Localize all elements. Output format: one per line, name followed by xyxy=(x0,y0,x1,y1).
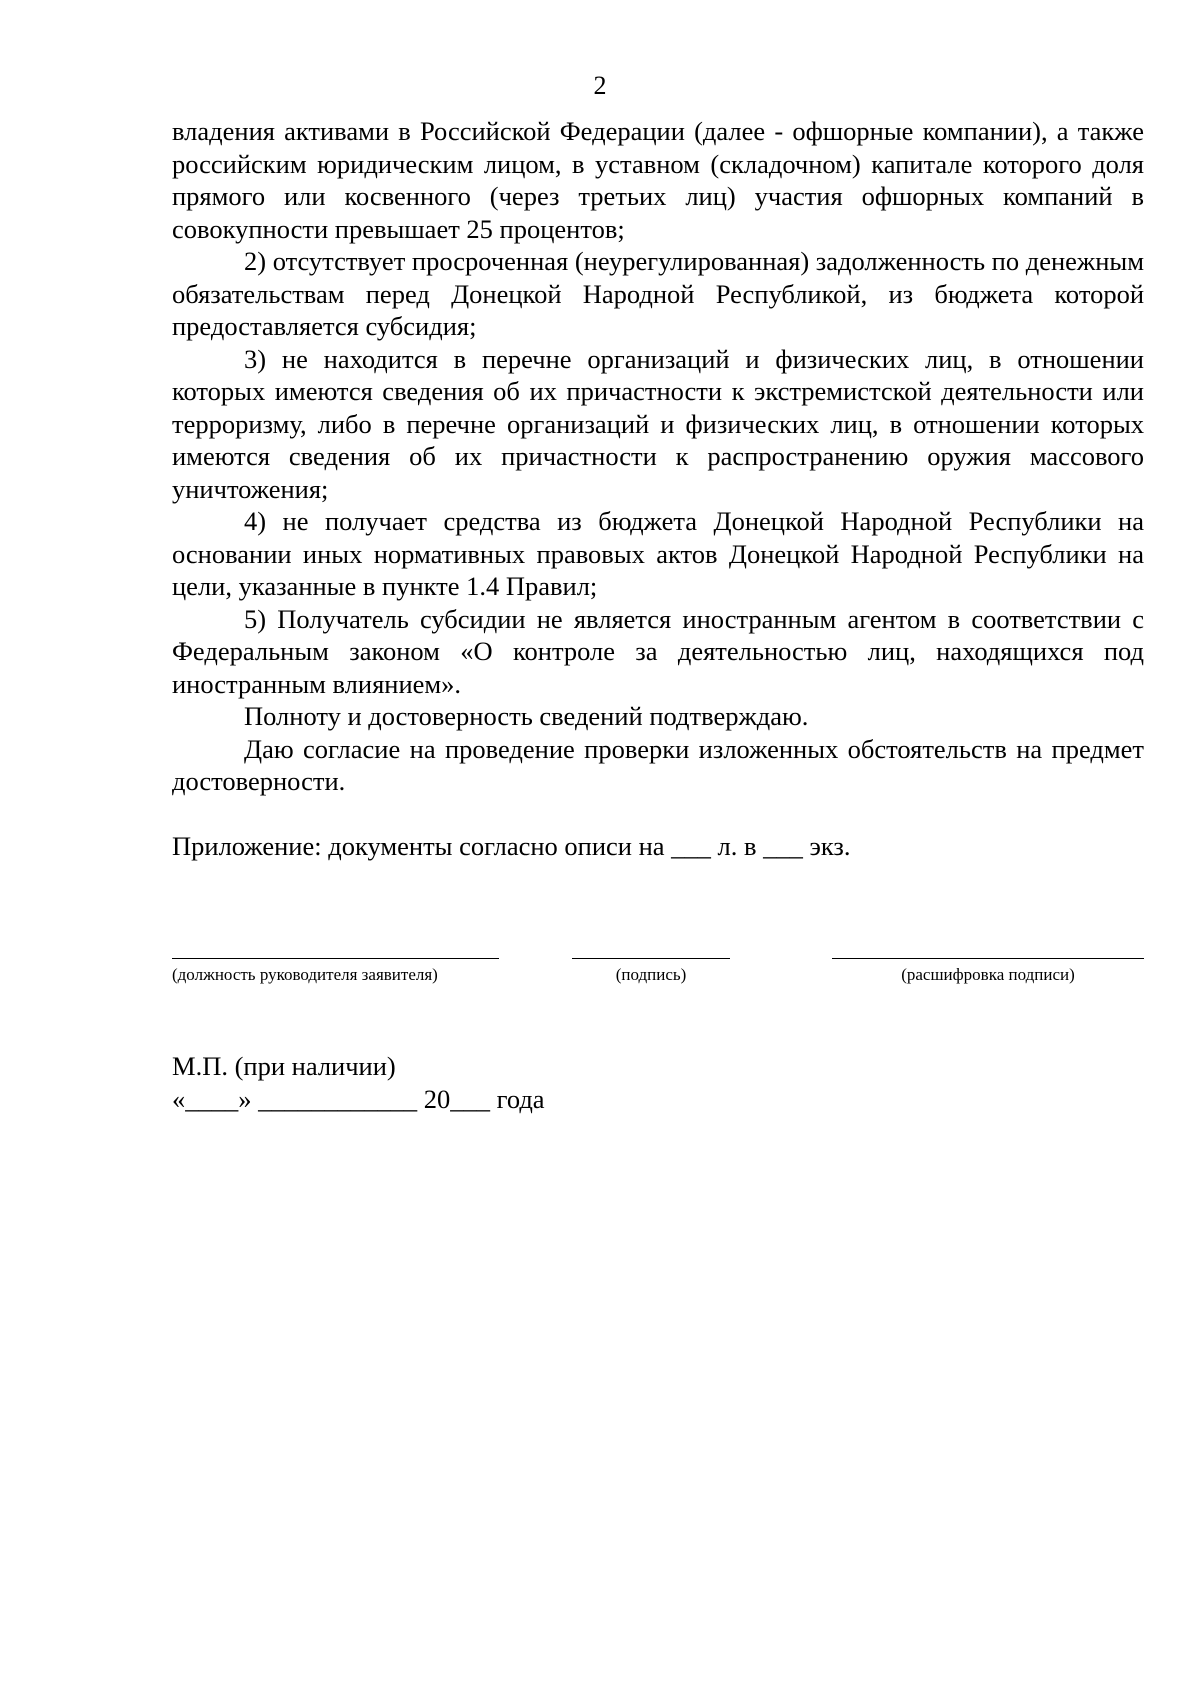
signature-position-field xyxy=(172,958,499,998)
paragraph-item-5: 5) Получатель субсидии не является иностранным агентом в соответствии с Федеральным законом «О контроле за деятельностью лиц, находящихся под иностранным влиянием». xyxy=(172,603,1144,699)
document-body xyxy=(172,115,1144,798)
signature-sign-caption: (подпись) xyxy=(615,965,687,984)
paragraph-consent: Даю согласие на проведение проверки изложенных обстоятельств на предмет достоверности. xyxy=(172,733,1144,796)
signature-decoding-underline xyxy=(832,958,1144,959)
date-line: «____» ____________ 20___ года xyxy=(172,1084,545,1114)
stamp-line: М.П. (при наличии) xyxy=(172,1051,396,1081)
paragraph-item-2: 2) отсутствует просроченная (неурегулированная) задолженность по денежным обязательствам перед Донецкой Народной Республикой, из бюджета которой предоставляется субсидия; xyxy=(172,246,1144,341)
paragraph-confirmation: Полноту и достоверность сведений подтверждаю. xyxy=(244,701,809,731)
page-number: 2 xyxy=(593,71,607,100)
signature-decoding-caption: (расшифровка подписи) xyxy=(901,965,1075,984)
paragraph-offshore-continuation: владения активами в Российской Федерации (далее - офшорные компании), а также российским юридическим лицом, в уставном (складочном) капитале которого доля прямого или косвенного (через третьих лиц) участия офшорных компаний в совокупности превышает 25 процентов; xyxy=(172,116,1144,244)
signature-decoding-field xyxy=(832,958,1144,998)
signature-position-underline xyxy=(172,958,499,959)
signature-position-caption: (должность руководителя заявителя) xyxy=(172,965,438,984)
signature-sign-field xyxy=(572,958,730,998)
paragraph-item-4: 4) не получает средства из бюджета Донецкой Народной Республики на основании иных нормативных правовых актов Донецкой Народной Республики на цели, указанные в пункте 1.4 Правил; xyxy=(172,506,1144,601)
paragraph-item-3: 3) не находится в перечне организаций и физических лиц, в отношении которых имеются сведения об их причастности к экстремистской деятельности или терроризму, либо в перечне организаций и физических лиц, в отношении которых имеются сведения об их причастности к распространению оружия массового уничтожения; xyxy=(172,343,1144,504)
signature-sign-underline xyxy=(572,958,730,959)
attachment-line: Приложение: документы согласно описи на ___ л. в ___ экз. xyxy=(172,831,851,861)
